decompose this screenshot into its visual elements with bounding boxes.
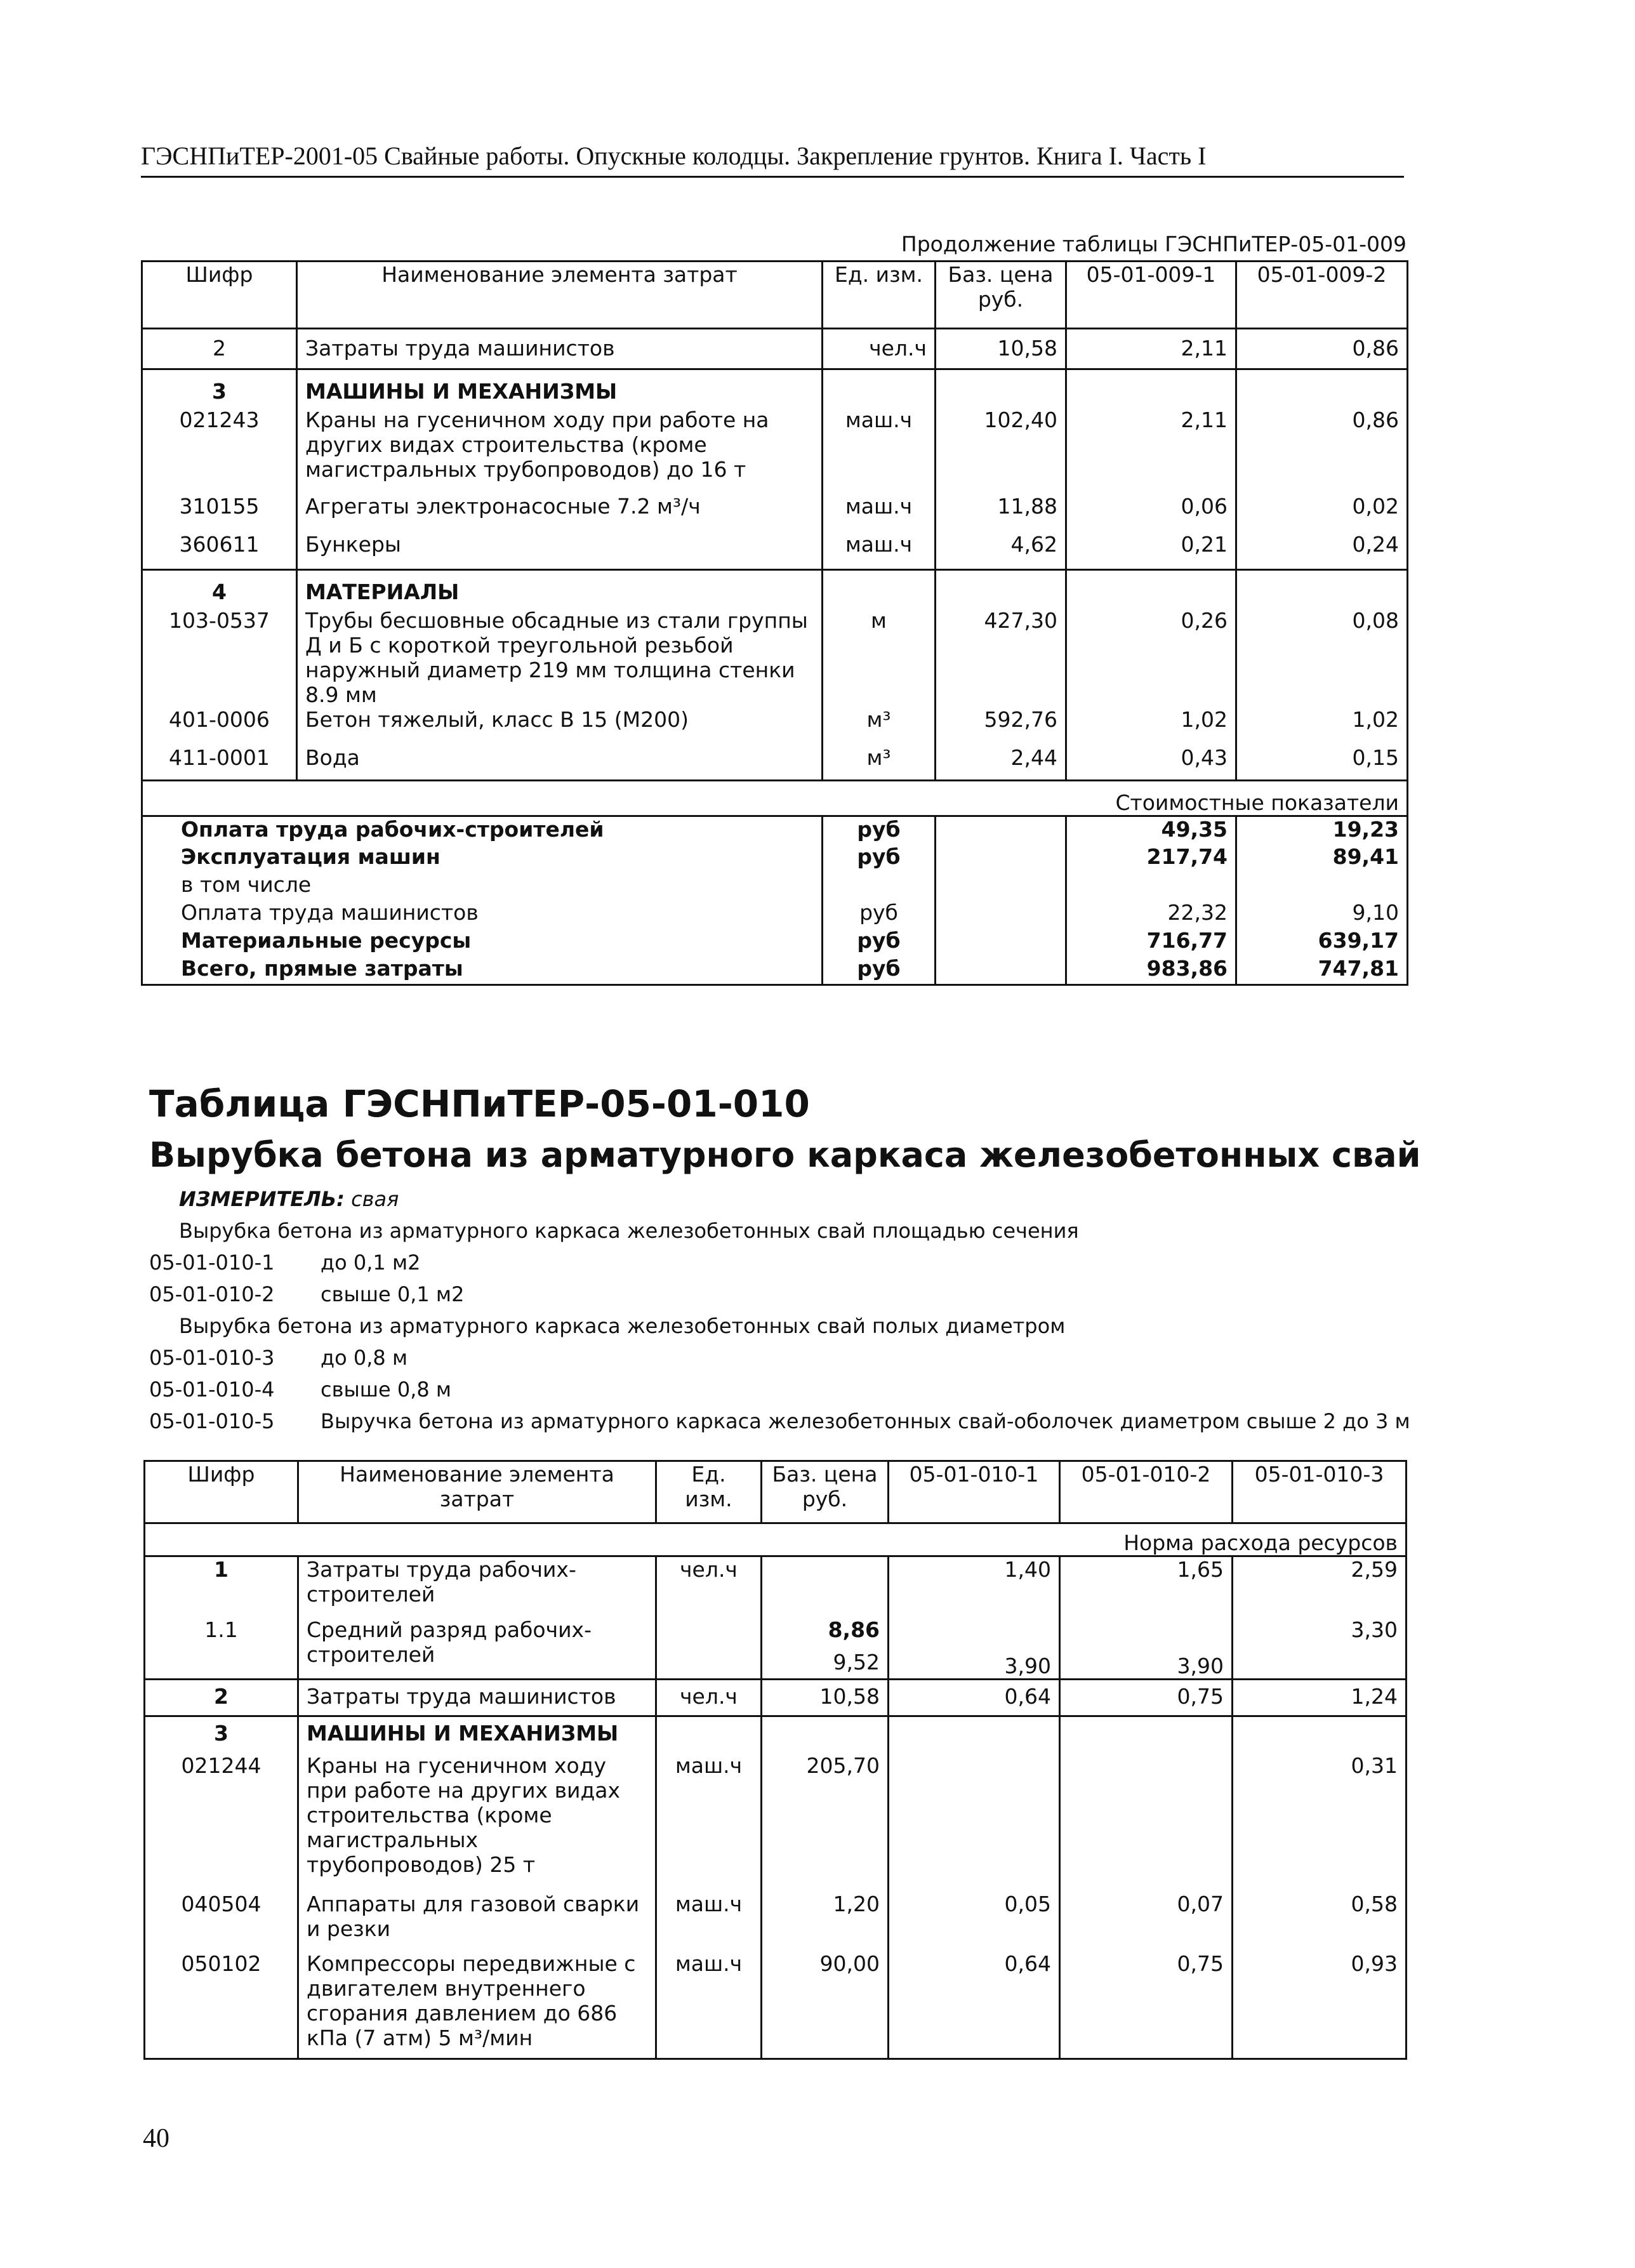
table-row: 021243 Краны на гусеничном ходу при работе на других видах строительства (кроме магистральных трубопроводов) до 16 т маш.ч 102,40 2,11 0,86 [142, 408, 1408, 494]
col-header: 05-01-009-1 [1066, 262, 1236, 329]
table-row: 2 Затраты труда машинистов чел.ч 10,58 2,11 0,86 [142, 329, 1408, 369]
col-header: Наименование элемента затрат [297, 262, 823, 329]
item-text: до 0,1 м2 [321, 1250, 421, 1275]
item-code: 05-01-010-2 [149, 1282, 275, 1306]
item-code: 05-01-010-5 [149, 1409, 275, 1433]
table-title: Таблица ГЭСНПиТЕР-05-01-010 [149, 1082, 810, 1125]
table-row: 021244 Краны на гусеничном ходу при работе на других видах строительства (кроме магистральных трубопроводов) 25 т маш.ч 205,70 0,31 [145, 1753, 1407, 1892]
cost-row: Материальные ресурсы руб 716,77 639,17 [142, 928, 1408, 956]
table-continuation-label: Продолжение таблицы ГЭСНПиТЕР-05-01-009 [901, 232, 1407, 256]
table-row: 401-0006 Бетон тяжелый, класс В 15 (М200) м³ 592,76 1,02 1,02 [142, 707, 1408, 745]
table-subtitle: Вырубка бетона из арматурного каркаса железобетонных свай [149, 1135, 1421, 1175]
description: Вырубка бетона из арматурного каркаса железобетонных свай площадью сечения [179, 1219, 1079, 1243]
header-rule [141, 176, 1404, 178]
measure-label: ИЗМЕРИТЕЛЬ: [179, 1187, 345, 1211]
col-header: 05-01-010-1 [889, 1461, 1060, 1523]
col-header: Ед. изм. [656, 1461, 762, 1523]
table-row: 3 МАШИНЫ И МЕХАНИЗМЫ [145, 1716, 1407, 1753]
table-row: 1 Затраты труда рабочих-строителей чел.ч 1,40 1,65 2,59 [145, 1556, 1407, 1617]
table-05-01-010 [143, 1460, 1407, 2060]
item-text: свыше 0,1 м2 [321, 1282, 465, 1306]
table-header-row [142, 262, 1408, 329]
table-row: 3 МАШИНЫ И МЕХАНИЗМЫ [142, 369, 1408, 408]
cost-row: Оплата труда рабочих-строителей руб 49,35 19,23 [142, 816, 1408, 844]
cost-row: Всего, прямые затраты руб 983,86 747,81 [142, 956, 1408, 985]
table-header-row [145, 1461, 1407, 1523]
table-row: 310155 Агрегаты электронасосные 7.2 м³/ч маш.ч 11,88 0,06 0,02 [142, 494, 1408, 532]
col-header: 05-01-010-3 [1233, 1461, 1407, 1523]
measure-line [179, 1187, 399, 1211]
col-header: Наименование элемента затрат [298, 1461, 656, 1523]
norm-label-row: Норма расхода ресурсов [145, 1523, 1407, 1556]
col-header: Шифр [142, 262, 297, 329]
table-row: 040504 Аппараты для газовой сварки и резки маш.ч 1,20 0,05 0,07 0,58 [145, 1892, 1407, 1951]
table-05-01-009 [141, 260, 1408, 986]
table-row: 050102 Компрессоры передвижные с двигателем внутреннего сгорания давлением до 686 кПа (7 атм) 5 м³/мин маш.ч 90,00 0,64 0,75 0,93 [145, 1951, 1407, 2059]
cost-row: в том числе [142, 872, 1408, 900]
col-header: Баз. цена руб. [936, 262, 1066, 329]
page-header: ГЭСНПиТЕР-2001-05 Свайные работы. Опускные колодцы. Закрепление грунтов. Книга I. Часть I [141, 142, 1207, 170]
cost-label-row: Стоимостные показатели [142, 781, 1408, 816]
item-code: 05-01-010-4 [149, 1377, 275, 1402]
col-header: Шифр [145, 1461, 298, 1523]
table-row: 103-0537 Трубы бесшовные обсадные из стали группы Д и Б с короткой треугольной резьбой наружный диаметр 219 мм толщина стенки 8.9 мм м 427,30 0,26 0,08 [142, 608, 1408, 707]
table-row: 2 Затраты труда машинистов чел.ч 10,58 0,64 0,75 1,24 [145, 1680, 1407, 1716]
table-row: 4 МАТЕРИАЛЫ [142, 570, 1408, 608]
table-row: 360611 Бункеры маш.ч 4,62 0,21 0,24 [142, 532, 1408, 570]
description: Вырубка бетона из арматурного каркаса железобетонных свай полых диаметром [179, 1314, 1066, 1338]
col-header: Баз. цена руб. [762, 1461, 889, 1523]
item-code: 05-01-010-1 [149, 1250, 275, 1275]
item-text: до 0,8 м [321, 1346, 408, 1370]
item-text: свыше 0,8 м [321, 1377, 452, 1402]
table-row: 411-0001 Вода м³ 2,44 0,43 0,15 [142, 745, 1408, 781]
cost-row: Эксплуатация машин руб 217,74 89,41 [142, 844, 1408, 872]
page-number: 40 [143, 2124, 169, 2153]
table-row: 1.1 Средний разряд рабочих-строителей 8,86 9,52 3,90 3,90 3,30 [145, 1617, 1407, 1680]
col-header: 05-01-010-2 [1060, 1461, 1233, 1523]
col-header: 05-01-009-2 [1236, 262, 1408, 329]
item-code: 05-01-010-3 [149, 1346, 275, 1370]
measure-value: свая [351, 1187, 399, 1211]
cost-row: Оплата труда машинистов руб 22,32 9,10 [142, 900, 1408, 928]
item-text: Выручка бетона из арматурного каркаса железобетонных свай-оболочек диаметром свыше 2 до 3 м [321, 1409, 1410, 1433]
col-header: Ед. изм. [823, 262, 936, 329]
